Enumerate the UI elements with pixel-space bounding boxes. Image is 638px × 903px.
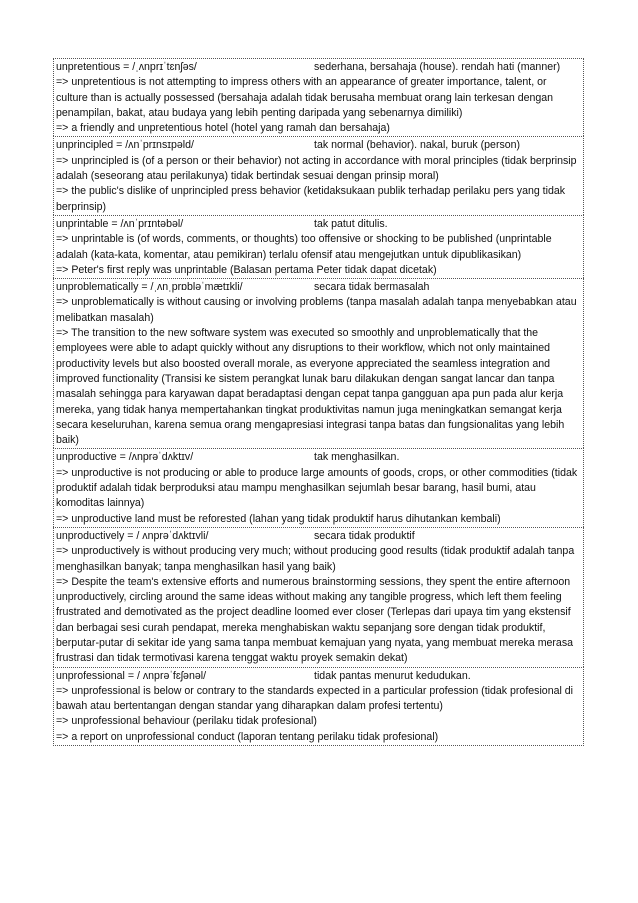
headword: unproductive = /ʌnprəˈdʌktɪv/ (56, 451, 194, 464)
entry-unproductive (53, 448, 584, 526)
headword-translation: tak menghasilkan. (314, 451, 400, 464)
headword: unproblematically = /ˌʌnˌprɒbləˈmætɪkli/ (56, 281, 243, 294)
headword-translation: tak patut ditulis. (314, 217, 388, 230)
entry-unpretentious (53, 58, 584, 136)
example-line: => unprofessional behaviour (perilaku tidak profesional) (56, 715, 317, 728)
entry-unprintable (53, 215, 584, 278)
headword-translation: secara tidak produktif (314, 529, 415, 542)
definition-line: => unpretentious is not attempting to impress others with an appearance of greater importance, talent, or culture than is actually possessed (bersahaja adalah tidak berusaha membuat orang lain terkesan dengan penampilan, bakat, atau budaya yang lebih penting daripada yang sebenarnya dimiliki) (56, 76, 554, 119)
definition-line: => unprofessional is below or contrary to the standards expected in a particular profession (tidak profesional di bawah atau bertentangan dengan standar yang diharapkan dalam profesi tertentu) (56, 684, 574, 713)
headword: unprincipled = /ʌnˈprɪnsɪpəld/ (56, 139, 194, 152)
definition-line: => unprincipled is (of a person or their behavior) not acting in accordance with moral principles (tidak berprinsip adalah (seseorang atau perilakunya) tidak bertindak sesuai dengan prinsip moral) (56, 154, 577, 183)
entry-head (56, 60, 581, 75)
entry-head (56, 138, 581, 153)
example-line: => the public's dislike of unprincipled press behavior (ketidaksukaan publik terhadap perilaku pers yang tidak berprinsip) (56, 185, 566, 213)
entry-head (56, 450, 581, 465)
entry-head (56, 280, 581, 295)
entry-unproductively (53, 527, 584, 667)
example-line: => unproductive land must be reforested (lahan yang tidak produktif harus dihutankan kembali) (56, 512, 501, 525)
definition-line: => unprintable is (of words, comments, or thoughts) too offensive or shocking to be published (unprintable adalah (kata-kata, komentar, atau pemikiran) terlalu ofensif atau mengejutkan untuk dipublikasikan) (56, 233, 552, 261)
entry-unprincipled (53, 136, 584, 214)
example-line: => The transition to the new software system was executed so smoothly and unproblematically that the employees were able to adapt quickly without any disruptions to their workflow, which not only maintained productivity levels but also boosted overall morale, as everyone appreciated the seamless integration and improved functionality (Transisi ke sistem perangkat lunak baru dilakukan dengan sangat lancar dan tanpa masalah sehingga para karyawan dapat beradaptasi dengan cepat tanpa gangguan apa pun pada alur kerja mereka, yang tidak hanya mempertahankan tingkat produktivitas namun juga meningkatkan semangat kerja secara keseluruhan, karena semua orang mengapresiasi integrasi tanpa batas dan fungsionalitas yang lebih baik) (56, 327, 565, 447)
headword: unpretentious = /ˌʌnprɪˈtɛnʃəs/ (56, 61, 197, 73)
headword-translation: sederhana, bersahaja (house). rendah hati (manner) (314, 61, 561, 73)
example-line: => a report on unprofessional conduct (laporan tentang perilaku tidak profesional) (56, 730, 439, 743)
headword: unproductively = / ʌnprəˈdʌktɪvli/ (56, 529, 209, 542)
entry-head (56, 217, 581, 232)
entry-unproblematically (53, 278, 584, 448)
definition-line: => unproblematically is without causing or involving problems (tanpa masalah adalah tanpa menyebabkan atau melibatkan masalah) (56, 296, 577, 324)
entry-unprofessional (53, 667, 584, 746)
entry-head (56, 669, 581, 684)
headword-translation: secara tidak bermasalah (314, 281, 430, 294)
entry-head (56, 529, 581, 544)
dictionary-page (53, 58, 584, 746)
headword: unprintable = /ʌnˈprɪntəbəl/ (56, 217, 184, 230)
headword: unprofessional = / ʌnprəˈfɛʃənəl/ (56, 669, 207, 682)
example-line: => Despite the team's extensive efforts and numerous brainstorming sessions, they spent the entire afternoon unproductively, circling around the same ideas without making any tangible progress, which left them feeling frustrated and demotivated as the project deadline loomed ever closer (Terlepas dari upaya tim yang ekstensif dan berbagai sesi curah pendapat, mereka menghabiskan waktu sepanjang sore dengan tidak produktif, berputar-putar di sekitar ide yang sama tanpa membuat kemajuan yang nyata, yang membuat mereka merasa frustrasi dan tidak termotivasi karena tenggat waktu proyek semakin dekat) (56, 575, 574, 665)
example-line: => Peter's first reply was unprintable (Balasan pertama Peter tidak dapat dicetak) (56, 263, 437, 276)
headword-translation: tak normal (behavior). nakal, buruk (person) (314, 139, 521, 152)
definition-line: => unproductive is not producing or able to produce large amounts of goods, crops, or other commodities (tidak produktif adalah tidak berproduksi atau mampu menghasilkan sejumlah besar barang, hasil bumi, atau komoditas lainnya) (56, 466, 578, 510)
headword-translation: tidak pantas menurut kedudukan. (314, 669, 471, 682)
definition-line: => unproductively is without producing very much; without producing good results (tidak produktif adalah tanpa menghasilkan banyak; tanpa menghasilkan hasil yang baik) (56, 545, 575, 573)
example-line: => a friendly and unpretentious hotel (hotel yang ramah dan bersahaja) (56, 122, 390, 135)
